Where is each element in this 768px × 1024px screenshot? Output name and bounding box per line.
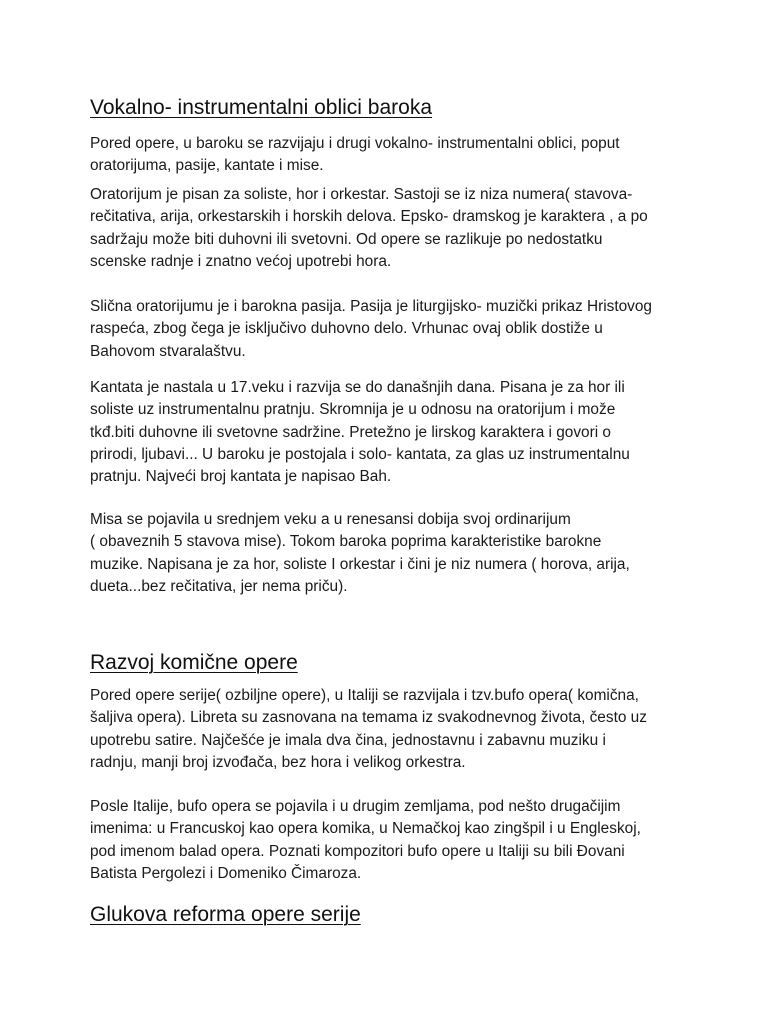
paragraph <box>90 685 690 774</box>
section-heading: Glukova reforma opere serije <box>90 903 361 926</box>
text-line: upotrebu satire. Najčešće je imala dva čina, jednostavnu i zabavnu muziku i <box>90 731 606 749</box>
section-baroque-forms <box>90 95 690 121</box>
section-gluck-reform <box>90 902 690 928</box>
text-line: pod imenom balad opera. Poznati kompozitori bufo opere u Italiji su bili Đovani <box>90 842 625 860</box>
text-line: Batista Pergolezi i Domeniko Čimaroza. <box>90 864 362 882</box>
text-line: radnju, manji broj izvođača, bez hora i velikog orkestra. <box>90 753 466 771</box>
text-line: Slična oratorijumu je i barokna pasija. Pasija je liturgijsko- muzički prikaz Hristovog <box>90 298 652 315</box>
text-line: sadržaju može biti duhovni ili svetovni. Od opere se razlikuje po nedostatku <box>90 230 603 248</box>
paragraph <box>90 509 690 598</box>
paragraph <box>90 796 690 885</box>
text-line: scenske radnje i znatno većoj upotrebi hora. <box>90 252 392 270</box>
text-line: dueta...bez rečitativa, jer nema priču). <box>90 577 348 595</box>
text-line: Oratorijum je pisan za soliste, hor i orkestar. Sastoji se iz niza numera( stavova- <box>90 186 633 203</box>
text-line: muzike. Napisana je za hor, soliste I orkestar i čini je niz numera ( horova, arija, <box>90 555 630 573</box>
paragraph <box>90 377 690 488</box>
text-line: šaljiva opera). Libreta su zasnovana na temama iz svakodnevnog života, često uz <box>90 709 647 727</box>
text-line: Kantata je nastala u 17.veku i razvija se do današnjih dana. Pisana je za hor ili <box>90 379 625 396</box>
text-line: soliste uz instrumentalnu pratnju. Skromnija je u odnosu na oratorijum i može <box>90 401 616 419</box>
text-line: rečitativa, arija, orkestarskih i horskih delova. Epsko- dramskog je karaktera , a po <box>90 208 648 226</box>
paragraph <box>90 133 690 178</box>
section-heading: Razvoj komične opere <box>90 651 298 674</box>
text-line: imenima: u Francuskoj kao opera komika, u Nemačkoj kao zingšpil i u Engleskoj, <box>90 820 641 838</box>
text-line: Pored opere serije( ozbiljne opere), u Italiji se razvijala i tzv.bufo opera( komična, <box>90 687 639 704</box>
section-heading: Vokalno- instrumentalni oblici baroka <box>90 96 433 119</box>
text-line: Misa se pojavila u srednjem veku a u renesansi dobija svoj ordinarijum <box>90 511 571 528</box>
text-line: oratorijuma, pasije, kantate i mise. <box>90 157 324 175</box>
text-line: pratnju. Najveći broj kantata je napisao Bah. <box>90 468 392 486</box>
paragraph <box>90 296 690 363</box>
text-line: prirodi, ljubavi... U baroku je postojala i solo- kantata, za glas uz instrumentalnu <box>90 445 630 463</box>
paragraph <box>90 184 690 273</box>
section-comic-opera <box>90 650 690 676</box>
text-line: Pored opere, u baroku se razvijaju i drugi vokalno- instrumentalni oblici, poput <box>90 135 620 152</box>
text-line: ( obaveznih 5 stavova mise). Tokom baroka poprima karakteristike barokne <box>90 533 602 551</box>
text-line: raspeća, zbog čega je isključivo duhovno delo. Vrhunac ovaj oblik dostiže u <box>90 320 603 338</box>
text-line: tkđ.biti duhovne ili svetovne sadržine. Pretežno je lirskog karaktera i govori o <box>90 423 611 441</box>
text-line: Posle Italije, bufo opera se pojavila i u drugim zemljama, pod nešto drugačijim <box>90 798 621 815</box>
text-line: Bahovom stvaralaštvu. <box>90 342 246 360</box>
